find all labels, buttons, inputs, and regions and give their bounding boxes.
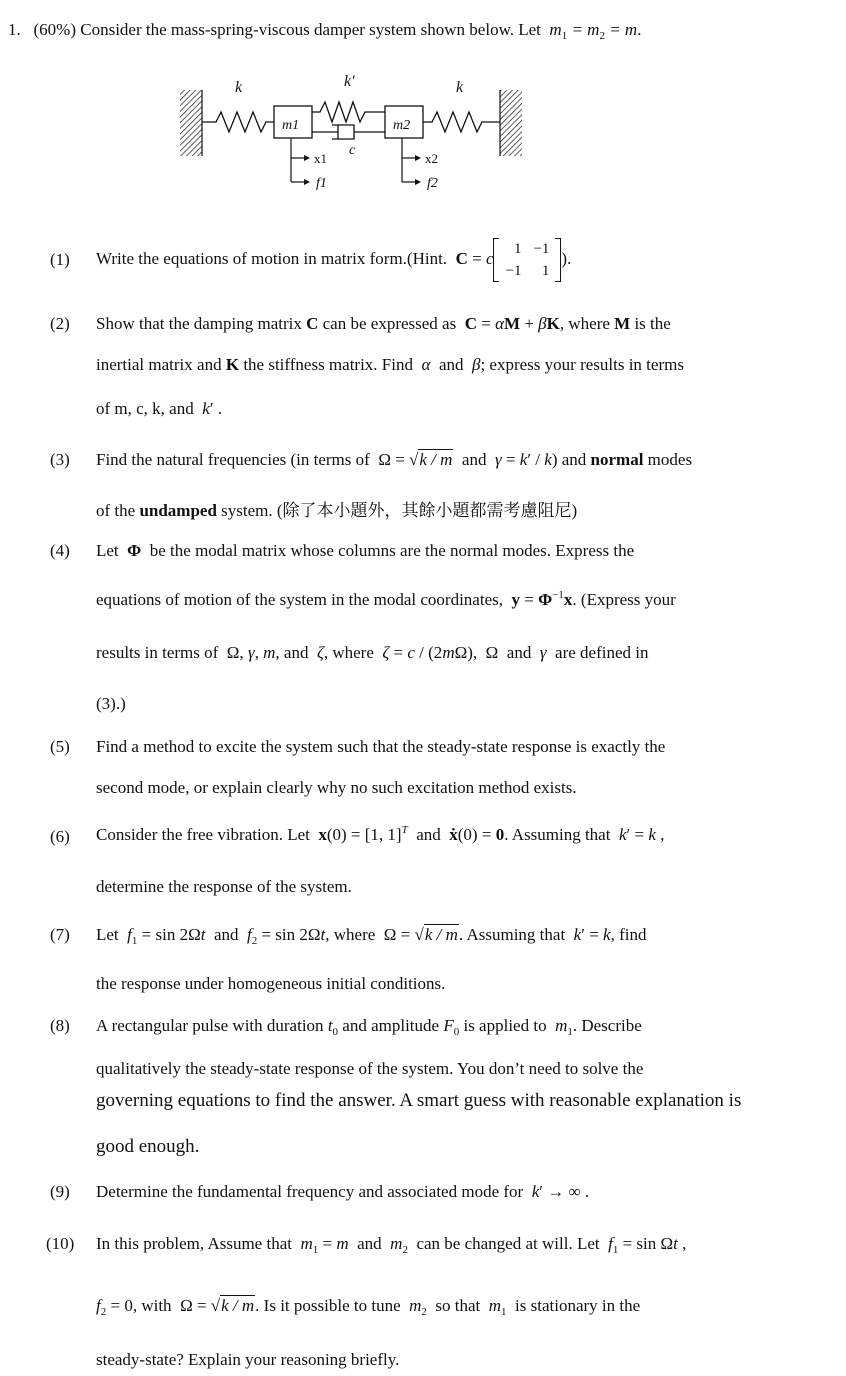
q1-text: Write the equations of motion in matrix form.(Hint. bbox=[96, 248, 448, 268]
hint-matrix: 1 −1 −1 1 bbox=[493, 238, 561, 282]
spring-middle bbox=[312, 102, 385, 122]
mass-equality: $m_1 = m_2 = m$ bbox=[549, 20, 638, 42]
spring-left bbox=[202, 112, 274, 132]
problem-header: 1. (60%) Consider the mass-spring-viscous damper system shown below. Let $m_1 = m_2 = m$. bbox=[8, 20, 642, 42]
label-f2: f2 bbox=[427, 176, 438, 191]
spring-right bbox=[423, 112, 500, 132]
label-m1: m1 bbox=[282, 118, 300, 133]
label-k-right: k bbox=[456, 79, 464, 96]
label-m2: m2 bbox=[393, 118, 411, 133]
problem-intro: Consider the mass-spring-viscous damper system shown below. Let bbox=[80, 20, 541, 39]
right-wall bbox=[500, 90, 522, 156]
mass-spring-damper-diagram bbox=[170, 70, 530, 200]
label-k-left: k bbox=[235, 79, 243, 96]
label-x2: x2 bbox=[425, 151, 438, 166]
problem-number: 1. bbox=[8, 20, 21, 39]
left-wall bbox=[180, 90, 202, 156]
problem-weight: (60%) bbox=[33, 20, 76, 39]
label-f1: f1 bbox=[316, 176, 327, 191]
label-x1: x1 bbox=[314, 151, 327, 166]
label-c: c bbox=[349, 143, 356, 158]
label-k-prime: k' bbox=[344, 73, 355, 90]
